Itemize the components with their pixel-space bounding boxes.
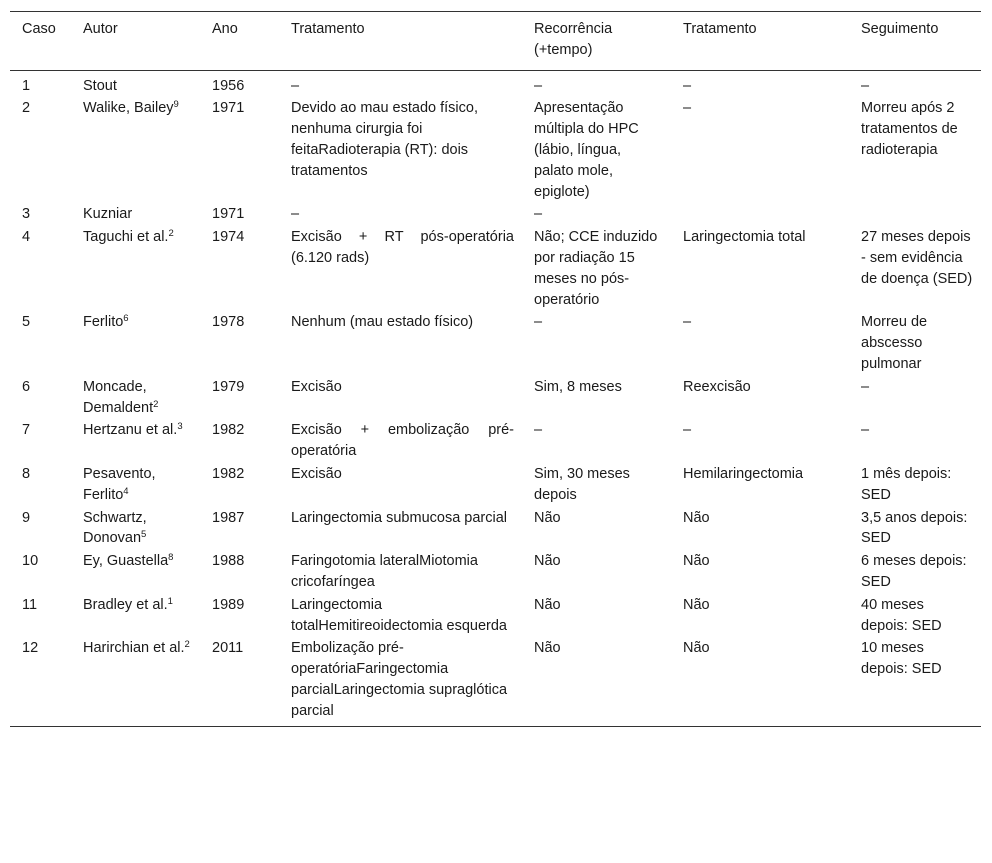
- cell-caso: 8: [22, 465, 31, 482]
- cell-autor: [71, 226, 200, 311]
- cell-seguimento: 3,5 anos depois: SED: [861, 509, 968, 547]
- cell-ano: 1989: [212, 596, 245, 613]
- reference-number: 2: [168, 228, 174, 240]
- cell-ano: 1982: [212, 465, 245, 482]
- cell-ano: 1978: [212, 314, 245, 331]
- reference-number: 5: [141, 529, 147, 541]
- reference-number: 1: [167, 595, 173, 607]
- table-row: [10, 97, 981, 203]
- cell-ano: 1987: [212, 509, 245, 526]
- cell-tratamento-2: Reexcisão: [683, 378, 751, 395]
- cell-caso: 10: [22, 553, 39, 570]
- cell-autor: [71, 463, 200, 507]
- cell-ano: 1974: [212, 229, 245, 246]
- cell-tratamento: Excisão + RT pós-operatória (6.120 rads): [291, 229, 514, 266]
- author-name: Ferlito: [83, 314, 124, 331]
- header-tratamento: Tratamento: [291, 21, 365, 37]
- cell-seguimento: 1 mês depois: SED: [861, 465, 952, 503]
- cell-recorrencia: Não: [534, 640, 561, 657]
- cell-tratamento: Devido ao mau estado físico, nenhuma cirurgia foi feitaRadioterapia (RT): dois tratamentos: [291, 100, 478, 179]
- cell-autor: [71, 419, 200, 463]
- cell-recorrencia: Sim, 30 meses depois: [534, 465, 630, 503]
- reference-number: 2: [153, 398, 159, 410]
- cell-autor: [71, 637, 200, 726]
- header-ano: Ano: [212, 21, 238, 37]
- table-row: [10, 311, 981, 375]
- cell-recorrencia: –: [534, 314, 543, 331]
- reference-number: 9: [173, 99, 179, 111]
- author-name: Bradley et al.: [83, 596, 168, 613]
- table-row: [10, 70, 981, 97]
- cell-autor: [71, 97, 200, 203]
- cell-tratamento: –: [291, 77, 300, 94]
- cell-tratamento-2: Não: [683, 596, 710, 613]
- cell-tratamento: Nenhum (mau estado físico): [291, 314, 474, 331]
- cell-caso: 11: [22, 596, 38, 613]
- cell-ano: 1979: [212, 378, 245, 395]
- cell-recorrencia: Não: [534, 509, 561, 526]
- cell-autor: [71, 311, 200, 375]
- cell-seguimento: 27 meses depois - sem evidência de doença (SED): [861, 229, 973, 287]
- cell-autor: [71, 550, 200, 594]
- cell-autor: [71, 203, 200, 226]
- cell-tratamento: Excisão + embolização pré-operatória: [291, 422, 514, 460]
- cell-tratamento: Excisão: [291, 465, 342, 482]
- cell-seguimento: –: [861, 422, 870, 439]
- cell-seguimento: 6 meses depois: SED: [861, 553, 967, 590]
- cell-recorrencia: Não; CCE induzido por radiação 15 meses no pós-operatório: [534, 229, 658, 308]
- table-header-row: [10, 12, 981, 71]
- author-name: Kuzniar: [83, 206, 133, 223]
- author-name: Stout: [83, 77, 117, 94]
- cell-caso: 2: [22, 100, 31, 117]
- cell-recorrencia: –: [534, 77, 543, 94]
- cell-recorrencia: –: [534, 206, 543, 223]
- cell-caso: 9: [22, 509, 31, 526]
- header-recorrencia: Recorrência (+tempo): [534, 21, 613, 58]
- table-row: [10, 637, 981, 726]
- cell-tratamento-2: Não: [683, 509, 710, 526]
- cell-seguimento: 10 meses depois: SED: [861, 640, 942, 678]
- cell-seguimento: [849, 203, 981, 226]
- cell-tratamento-2: Laringectomia total: [683, 229, 806, 246]
- cell-tratamento-2: –: [683, 100, 692, 117]
- author-name: Ey, Guastella: [83, 553, 169, 570]
- cell-autor: [71, 376, 200, 420]
- table-row: [10, 550, 981, 594]
- header-seguimento: Seguimento: [861, 21, 939, 37]
- reference-number: 3: [177, 421, 183, 433]
- cell-caso: 4: [22, 229, 31, 246]
- case-table: [10, 11, 981, 727]
- cell-recorrencia: –: [534, 422, 543, 439]
- header-tratamento-2: Tratamento: [683, 21, 757, 37]
- table-row: [10, 463, 981, 507]
- author-name: Walike, Bailey: [83, 100, 174, 117]
- table-row: [10, 203, 981, 226]
- cell-ano: 1982: [212, 422, 245, 439]
- cell-ano: 1971: [212, 100, 245, 117]
- cell-tratamento: Laringectomia totalHemitireoidectomia esquerda: [291, 596, 507, 634]
- cell-tratamento-2: Hemilaringectomia: [683, 465, 804, 482]
- cell-recorrencia: Sim, 8 meses: [534, 378, 622, 395]
- table-row: [10, 376, 981, 420]
- cell-ano: 1988: [212, 553, 245, 570]
- author-name: Pesavento, Ferlito: [83, 465, 156, 503]
- cell-seguimento: 40 meses depois: SED: [861, 596, 942, 634]
- author-name: Taguchi et al.: [83, 229, 169, 246]
- cell-caso: 6: [22, 378, 31, 395]
- author-name: Moncade, Demaldent: [83, 378, 154, 416]
- cell-tratamento-2: Não: [683, 640, 710, 657]
- cell-tratamento-2: –: [683, 77, 692, 94]
- cell-seguimento: Morreu de abscesso pulmonar: [861, 314, 928, 372]
- cell-tratamento: Embolização pré-operatóriaFaringectomia parcialLaringectomia supraglótica parcial: [291, 640, 508, 719]
- reference-number: 4: [123, 485, 129, 497]
- author-name: Schwartz, Donovan: [83, 509, 147, 547]
- cell-ano: 2011: [212, 640, 244, 657]
- cell-seguimento: –: [861, 378, 870, 395]
- table-row: [10, 507, 981, 551]
- cell-autor: [71, 594, 200, 638]
- cell-recorrencia: Apresentação múltipla do HPC (lábio, língua, palato mole, epiglote): [534, 100, 639, 200]
- cell-autor: [71, 507, 200, 551]
- cell-tratamento-2: Não: [683, 553, 710, 570]
- cell-seguimento: –: [861, 77, 870, 94]
- table-row: [10, 594, 981, 638]
- reference-number: 6: [123, 313, 129, 325]
- cell-caso: 5: [22, 314, 31, 331]
- cell-tratamento: –: [291, 206, 300, 223]
- cell-tratamento-2: [671, 203, 849, 226]
- table-row: [10, 419, 981, 463]
- cell-tratamento-2: –: [683, 422, 692, 439]
- cell-recorrencia: Não: [534, 596, 561, 613]
- reference-number: 2: [184, 639, 190, 651]
- cell-autor: [71, 70, 200, 97]
- cell-seguimento: Morreu após 2 tratamentos de radioterapia: [861, 100, 958, 158]
- header-autor: Autor: [83, 21, 118, 37]
- cell-tratamento: Excisão: [291, 378, 342, 395]
- cell-tratamento: Laringectomia submucosa parcial: [291, 509, 507, 526]
- cell-tratamento: Faringotomia lateralMiotomia cricofaríngea: [291, 553, 478, 590]
- author-name: Harirchian et al.: [83, 640, 185, 657]
- cell-caso: 12: [22, 640, 39, 657]
- reference-number: 8: [168, 552, 174, 564]
- cell-recorrencia: Não: [534, 553, 561, 570]
- cell-caso: 1: [22, 77, 31, 94]
- cell-tratamento-2: –: [683, 314, 692, 331]
- cell-ano: 1956: [212, 77, 245, 94]
- cell-caso: 3: [22, 206, 31, 223]
- cell-caso: 7: [22, 422, 31, 439]
- cell-ano: 1971: [212, 206, 245, 223]
- author-name: Hertzanu et al.: [83, 422, 178, 439]
- table-row: [10, 226, 981, 311]
- header-caso: Caso: [22, 21, 56, 37]
